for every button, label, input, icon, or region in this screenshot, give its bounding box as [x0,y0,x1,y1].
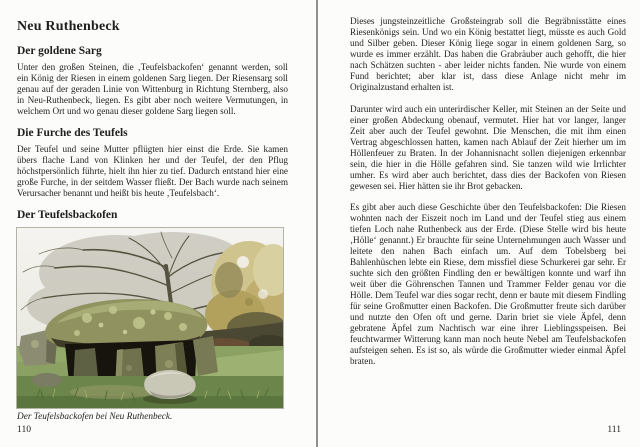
dolmen-photo-illustration [17,228,283,408]
chapter-title: Neu Ruthenbeck [17,19,120,34]
photo-teufelsbackofen-dolmen [16,227,284,409]
paragraph-giant-story: Es gibt aber auch diese Geschichte über den Teufelsbackofen: Die Riesen wohnten nach der Eiszeit noch im Land und der Teufel stieg aus einem tiefen Loch nahe Ruthenbeck aus der Erde. (Diese Stelle wird bis heute ‚Hölle‘ genannt.) Er brauchte für seine Unternehmungen auch Wasser und leitete den nahen Bach einfach um. Auf dem Tobelsberg bei Bahlenhüschen lebte ein Riese, dem missfiel diese Schurkerei gar sehr. Er suchte sich den größten Findling den er bewältigen konnte und warf ihn weit über die Göhrenschen Tannen und Trammer Felder genau vor die Hölle. Dem Teufel war dies sogar recht, denn er baute mit diesem Findling für seine Großmutter einen Backofen. Die Großmutter freute sich darüber und nutzte den Ofen oft und gerne. Darin briet sie viele Äpfel, denn gebratene Äpfel zum Nachtisch war eine ihrer Lieblingsspeisen. Bei feuchtwarmer Witterung kann man noch heute Nebel am Teufelsbackofen aufsteigen sehen. Es ist so, als würde die Großmutter wieder einmal Äpfel braten. [350,202,626,366]
section-heading-goldener-sarg: Der goldene Sarg [17,45,102,57]
section-body-goldener-sarg: Unter den großen Steinen, die ‚Teufelsbackofen‘ genannt werden, soll ein König der Riesen in einem goldenen Sarg liegen. Der Riesensarg soll genau auf der geraden Linie von Wittenburg in Richtung Sternberg, also in Neu-Ruthenbeck, liegen. Es gibt aber noch weitere Vermutungen, in welchem Ort und wo genau dieser goldene Sarg liegen soll. [17,62,288,116]
page-divider [316,0,318,447]
photo-caption: Der Teufelsbackofen bei Neu Ruthenbeck. [17,412,173,422]
page-number-right: 111 [607,424,621,435]
right-page [350,0,626,447]
paragraph-grave-legend: Dieses jungsteinzeitliche Großsteingrab soll die Begräbnisstätte eines Riesenkönigs sein. Und wo ein König bestattet liegt, müsste es auch Gold und Silber geben. Dieser König liege sogar in einem goldenen Sarg, so wurde es immer erzählt. Das haben die Grabräuber auch gehofft, die hier nach Schätzen suchten - aber leider nichts fanden. Nie wurde von einem Fund berichtet; aber klar ist, dass diese Anlage nicht mehr im Originalzustand erhalten ist. [350,16,626,92]
page-number-left: 110 [17,424,32,435]
left-page [17,0,288,447]
section-body-furche-des-teufels: Der Teufel und seine Mutter pflügten hier einst die Erde. Sie kamen übers flache Land von Klinken her und der Teufel, der den Pflug höchstpersönlich führte, hielt ihn hier zu tief. Dadurch entstand hier eine große Furche, in der seitdem Wasser fließt. Der Bach wurde nach seinem Verursacher benannt und heißt bis heute ‚Teufelsbach‘. [17,144,288,198]
section-heading-teufelsbackofen: Der Teufelsbackofen [17,209,118,221]
paragraph-devil-cellar: Darunter wird auch ein unterirdischer Keller, mit Steinen an der Seite und einer großen Abdeckung obenauf, vermutet. Hier hat vor langer, langer Zeit aber auch der Teufel gewohnt. Die Menschen, die mit ihm einen Vertrag abgeschlossen hatten, kamen nach Ablauf der Zeit hierher um im Höllenfeuer zu Braten. In der Johannisnacht sollen diejenigen erkennbar sein, die hier in die Hölle gefahren sind. Sie tanzen wild wie Irrlichter umher. Es wird aber auch berichtet, dass dies der Backofen von Riesen gewesen sei. Hier hätten sie ihr Brot gebacken. [350,103,626,191]
section-heading-furche-des-teufels: Die Furche des Teufels [17,127,128,139]
